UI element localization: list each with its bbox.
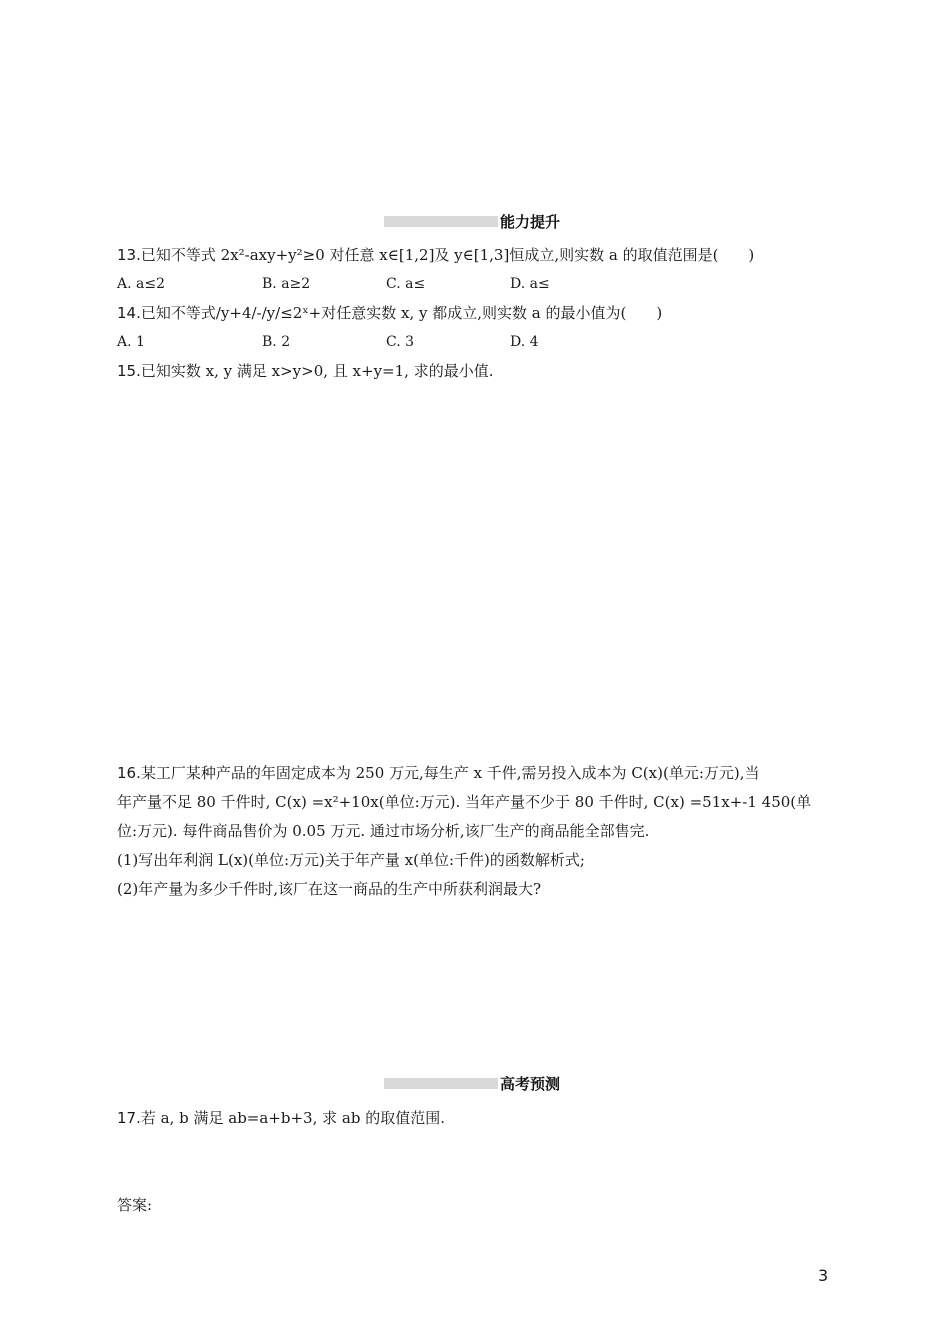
question-number: 17. [117,1109,141,1127]
question-16-part-1: (1)写出年利润 L(x)(单位:万元)关于年产量 x(单位:千件)的函数解析式; [117,851,585,869]
question-16-line-3: 位:万元). 每件商品售价为 0.05 万元. 通过市场分析,该厂生产的商品能全部售完. [117,822,650,840]
section-title: 能力提升 [500,212,561,231]
question-text-line-1: 某工厂某种产品的年固定成本为 250 万元,每生产 x 千件,需另投入成本为 C(x)(单元:万元),当 [140,764,760,782]
answer-label: 答案: [117,1196,153,1214]
question-17 [117,1108,445,1128]
question-number: 14. [117,304,141,322]
section-header-exam [384,1073,560,1093]
question-16 [117,763,760,783]
question-13 [117,245,754,265]
question-text: 若 a, b 满足 ab=a+b+3, 求 ab 的取值范围. [140,1109,445,1127]
option-d: D. a≤ [510,276,550,292]
question-text: 已知不等式/y+4/-/y/≤2ˣ+对任意实数 x, y 都成立,则实数 a 的最小值为( ) [140,304,663,322]
question-text: 已知不等式 2x²-axy+y²≥0 对任意 x∈[1,2]及 y∈[1,3]恒成立,则实数 a 的取值范围是( ) [140,246,755,264]
section-title: 高考预测 [500,1074,561,1093]
question-number: 15. [117,362,141,380]
option-c: C. 3 [386,334,415,350]
section-header-ability [384,211,560,231]
page-number: 3 [818,1266,829,1285]
section-bar [384,1078,498,1089]
question-14 [117,303,662,323]
option-b: B. 2 [262,334,291,350]
question-16-line-2: 年产量不足 80 千件时, C(x) =x²+10x(单位:万元). 当年产量不少于 80 千件时, C(x) =51x+-1 450(单 [117,793,812,811]
option-a: A. a≤2 [117,276,165,292]
question-15 [117,361,493,381]
option-d: D. 4 [510,334,539,350]
option-b: B. a≥2 [262,276,311,292]
section-bar [384,216,498,227]
question-16-part-2: (2)年产量为多少千件时,该厂在这一商品的生产中所获利润最大? [117,880,542,898]
question-number: 16. [117,764,141,782]
question-number: 13. [117,246,141,264]
option-c: C. a≤ [386,276,426,292]
question-text: 已知实数 x, y 满足 x>y>0, 且 x+y=1, 求的最小值. [140,362,494,380]
option-a: A. 1 [117,334,145,350]
